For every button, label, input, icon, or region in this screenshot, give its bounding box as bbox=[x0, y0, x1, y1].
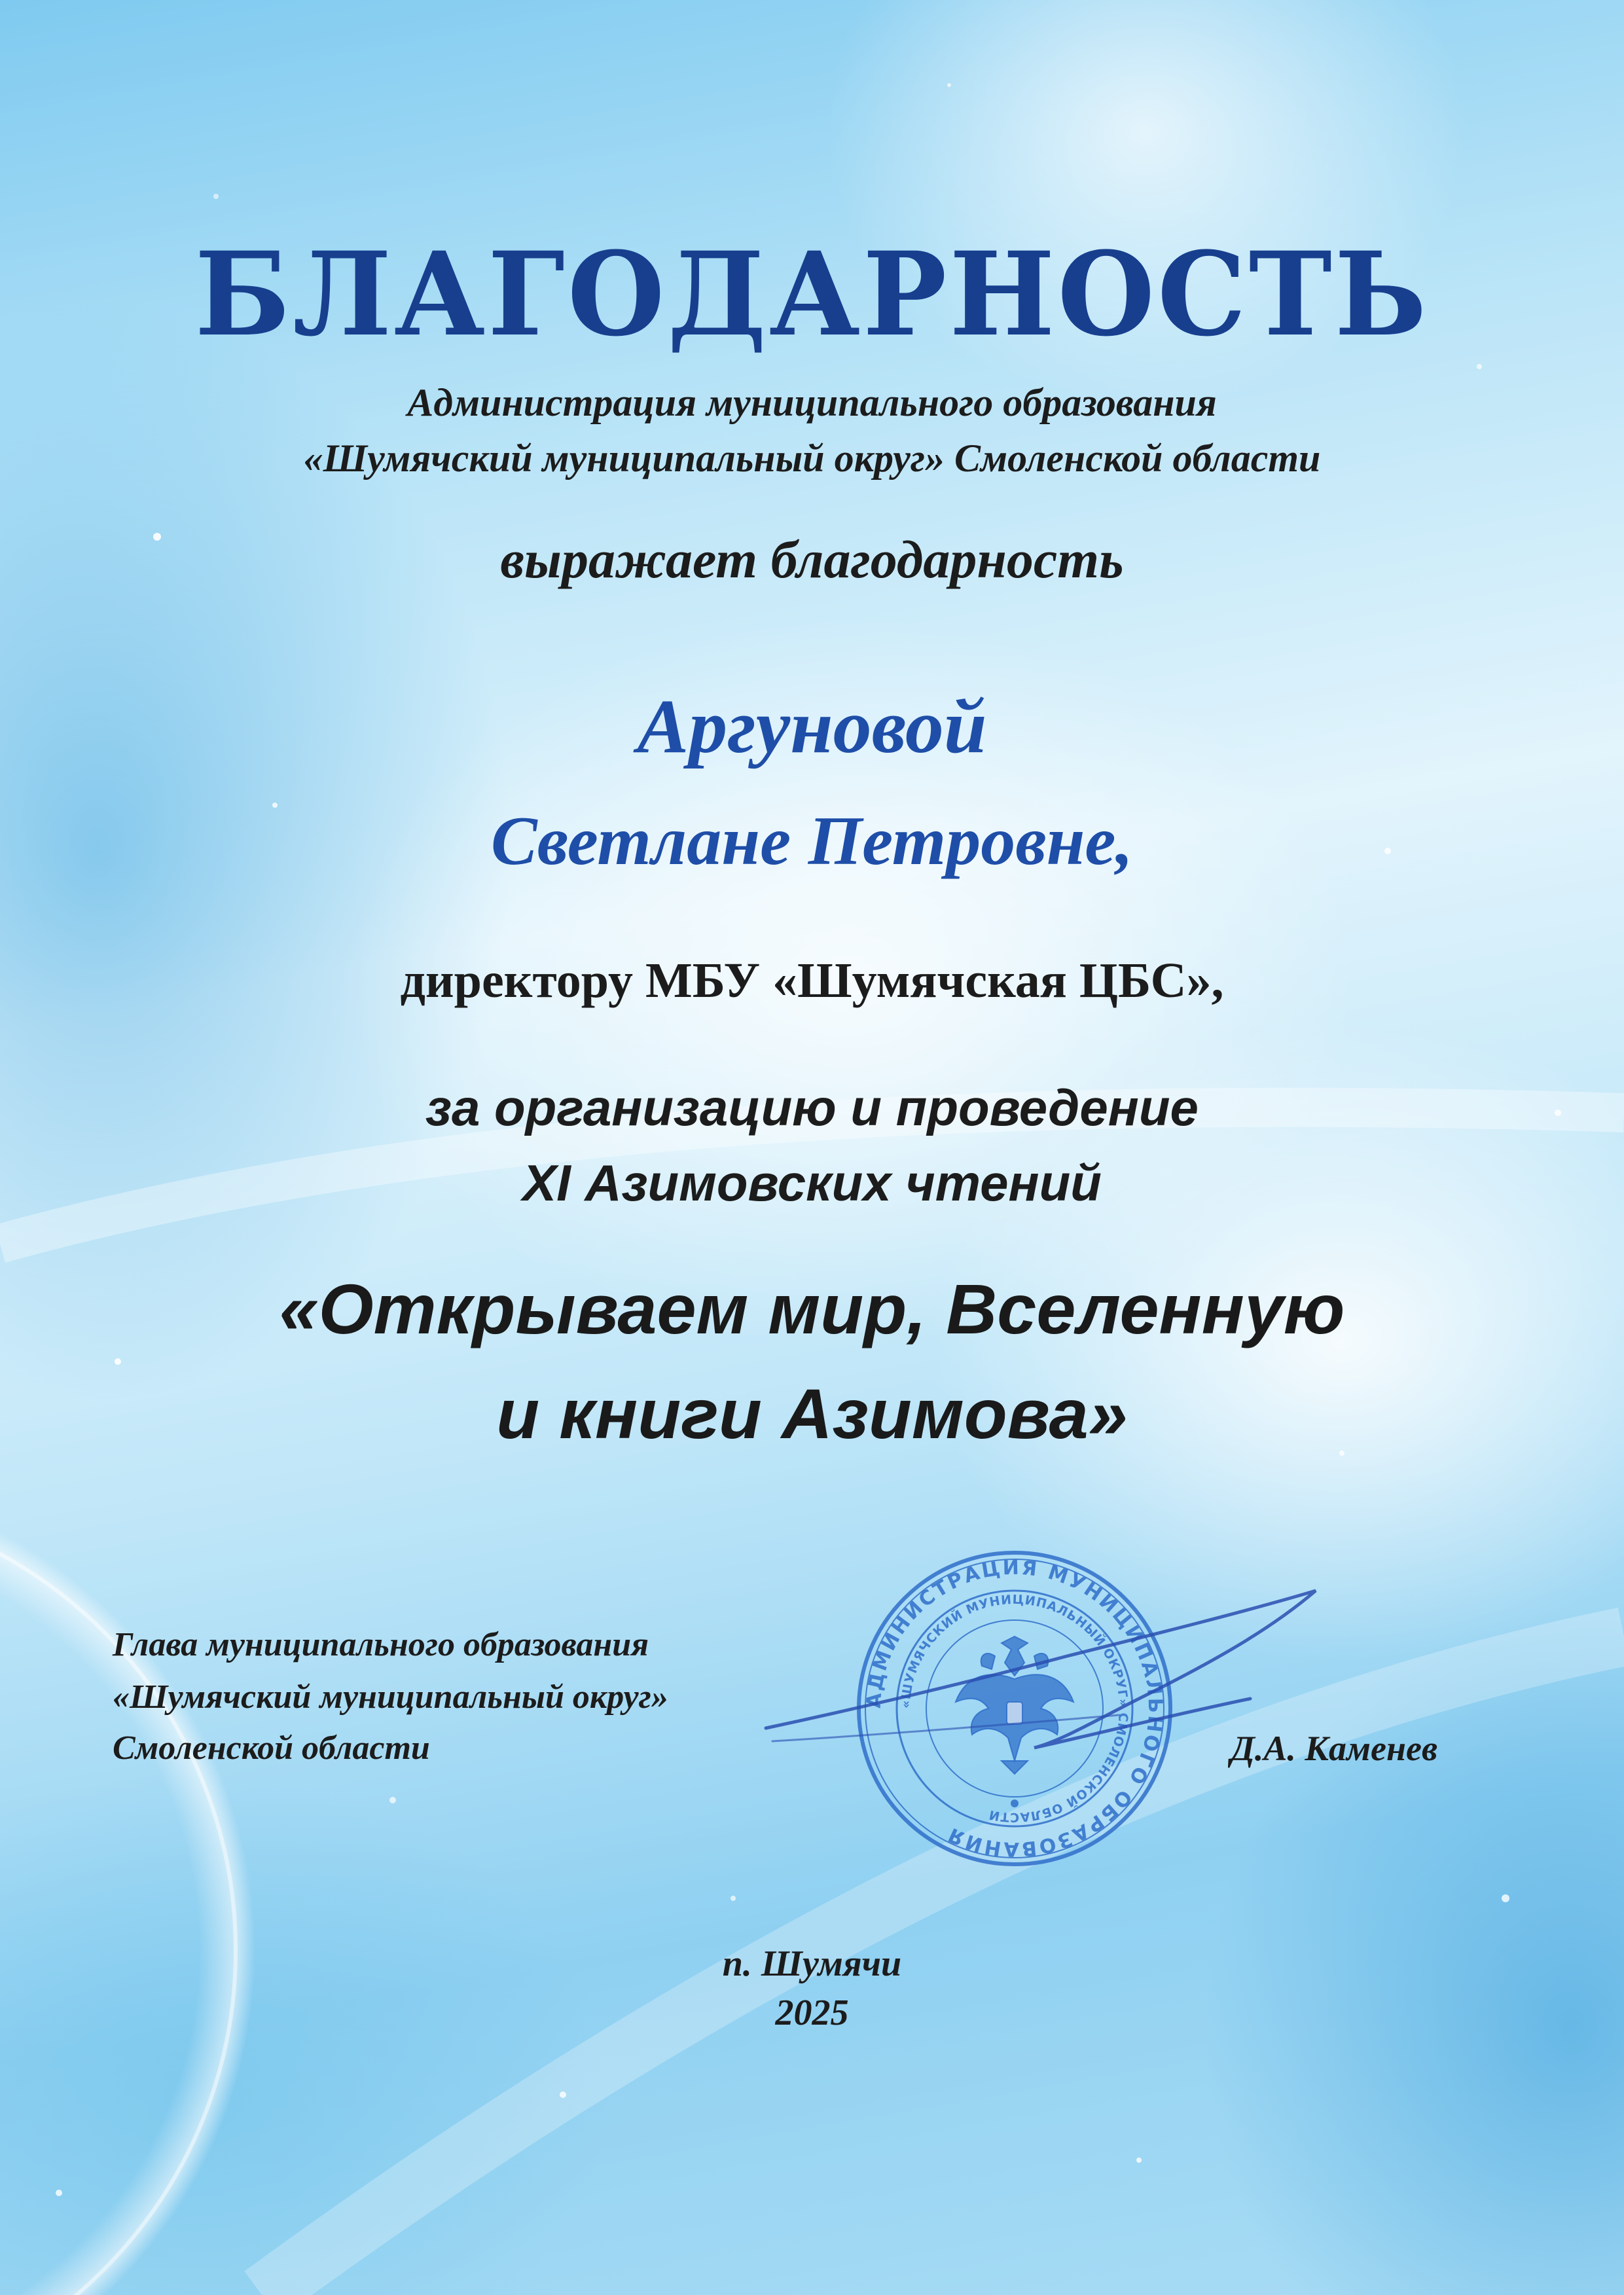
seal-inner-text: «ШУМЯЧСКИЙ МУНИЦИПАЛЬНЫЙ ОКРУГ» СМОЛЕНСКОЙ ОБЛАСТИ bbox=[898, 1592, 1131, 1825]
certificate-title: БЛАГОДАРНОСТЬ bbox=[194, 226, 1430, 362]
seal-outer-text: АДМИНИСТРАЦИЯ МУНИЦИПАЛЬНОГО ОБРАЗОВАНИЯ bbox=[862, 1556, 1167, 1861]
issue-place: п. Шумячи bbox=[722, 1943, 902, 1984]
recipient-position: директору МБУ «Шумячская ЦБС», bbox=[400, 953, 1224, 1008]
signer-role-line-3: Смоленской области bbox=[113, 1729, 430, 1767]
merit-line-2: XI Азимовских чтений bbox=[522, 1154, 1102, 1212]
recipient-given-names: Светлане Петровне, bbox=[491, 803, 1133, 879]
signer-name: Д.А. Каменев bbox=[1231, 1729, 1438, 1768]
signer-role-line-1: Глава муниципального образования bbox=[113, 1626, 649, 1663]
planet-arc bbox=[0, 1479, 255, 2295]
merit-line-1: за организацию и проведение bbox=[425, 1079, 1199, 1136]
handwritten-signature bbox=[753, 1584, 1342, 1800]
issue-year: 2025 bbox=[775, 1993, 849, 2033]
signer-role-line-2: «Шумячский муниципальный округ» bbox=[113, 1678, 668, 1716]
recipient-surname: Аргуновой bbox=[637, 683, 987, 769]
event-title-line-2: и книги Азимова» bbox=[496, 1374, 1128, 1453]
expresses-gratitude: выражает благодарность bbox=[500, 530, 1124, 589]
event-title-line-1: «Открываем мир, Вселенную bbox=[279, 1269, 1345, 1348]
issuer-line-1: Администрация муниципального образования bbox=[407, 381, 1217, 424]
issuer-line-2: «Шумячский муниципальный округ» Смоленской области bbox=[303, 437, 1321, 480]
